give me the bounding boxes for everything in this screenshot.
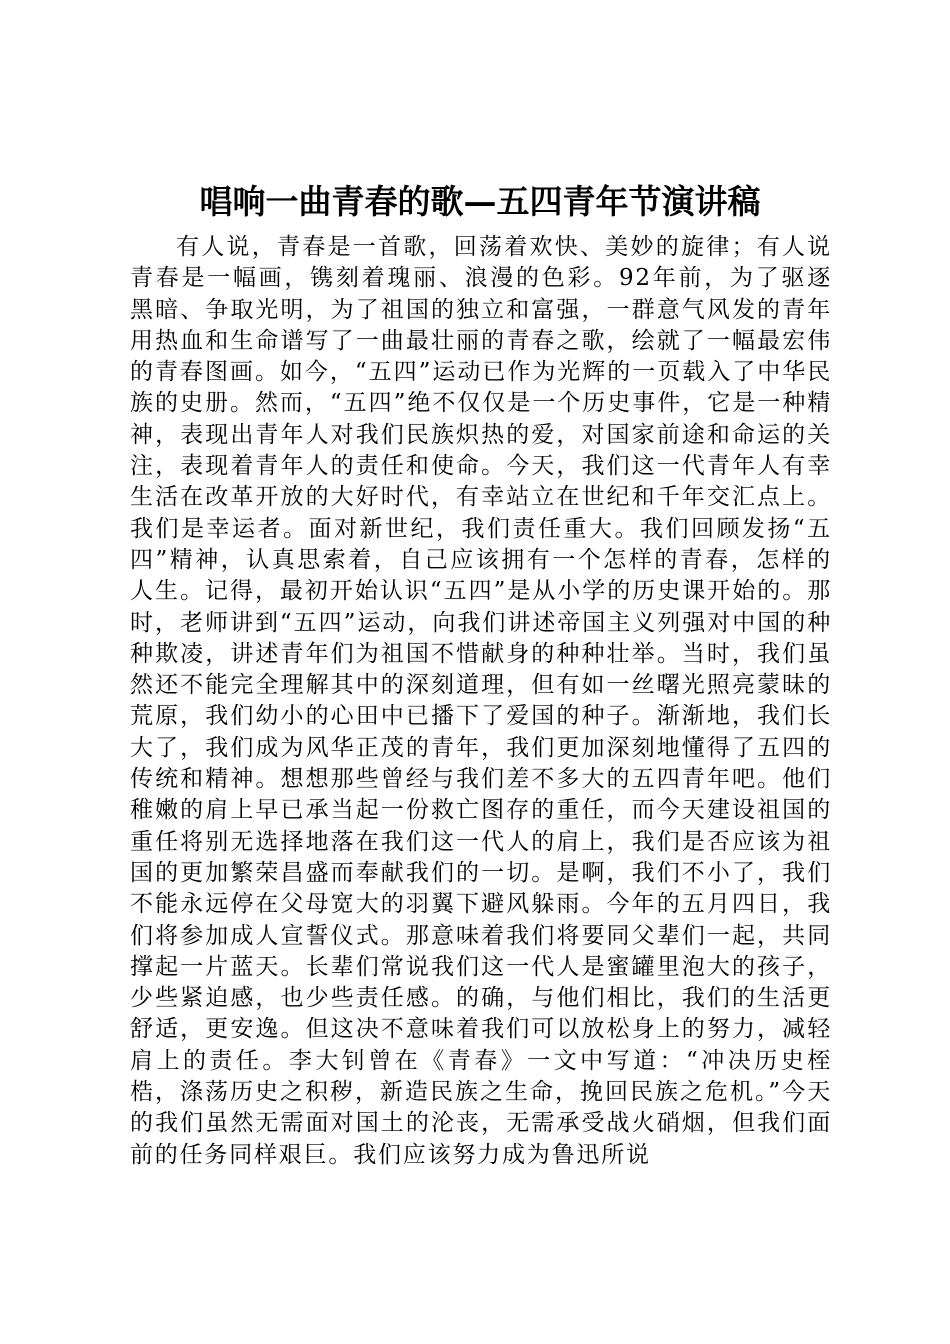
document-title: 唱响一曲青春的歌—五四青年节演讲稿 bbox=[199, 182, 761, 221]
document-body-paragraph: 有人说，青春是一首歌，回荡着欢快、美妙的旋律；有人说青春是一幅画，镌刻着瑰丽、浪漫的色彩。92年前，为了驱逐黑暗、争取光明，为了祖国的独立和富强，一群意气风发的青年用热血和生命谱写了一曲最壮丽的青春之歌，绘就了一幅最宏伟的青春图画。如今，“五四”运动已作为光辉的一页载入了中华民族的史册。然而，“五四”绝不仅仅是一个历史事件，它是一种精神，表现出青年人对我们民族炽热的爱，对国家前途和命运的关注，表现着青年人的责任和使命。今天，我们这一代青年人有幸生活在改革开放的大好时代，有幸站立在世纪和千年交汇点上。我们是幸运者。面对新世纪，我们责任重大。我们回顾发扬“五四”精神，认真思索着，自己应该拥有一个怎样的青春，怎样的人生。记得，最初开始认识“五四”是从小学的历史课开始的。那时，老师讲到“五四”运动，向我们讲述帝国主义列强对中国的种种欺凌，讲述青年们为祖国不惜献身的种种壮举。当时，我们虽然还不能完全理解其中的深刻道理，但有如一丝曙光照亮蒙昧的荒原，我们幼小的心田中已播下了爱国的种子。渐渐地，我们长大了，我们成为风华正茂的青年，我们更加深刻地懂得了五四的传统和精神。想想那些曾经与我们差不多大的五四青年吧。他们稚嫩的肩上早已承当起一份救亡图存的重任，而今天建设祖国的重任将别无选择地落在我们这一代人的肩上，我们是否应该为祖国的更加繁荣昌盛而奉献我们的一切。是啊，我们不小了，我们不能永远停在父母宽大的羽翼下避风躲雨。今年的五月四日，我们将参加成人宣誓仪式。那意味着我们将要同父辈们一起，共同撑起一片蓝天。长辈们常说我们这一代人是蜜罐里泡大的孩子，少些紧迫感，也少些责任感。的确，与他们相比，我们的生活更舒适，更安逸。但这决不意味着我们可以放松身上的努力，减轻肩上的责任。李大钊曾在《青春》一文中写道：“冲决历史桎梏，涤荡历史之积秽，新造民族之生命，挽回民族之危机。”今天的我们虽然无需面对国土的沦丧，无需承受战火硝烟，但我们面前的任务同样艰巨。我们应该努力成为鲁迅所说 bbox=[130, 234, 832, 1168]
